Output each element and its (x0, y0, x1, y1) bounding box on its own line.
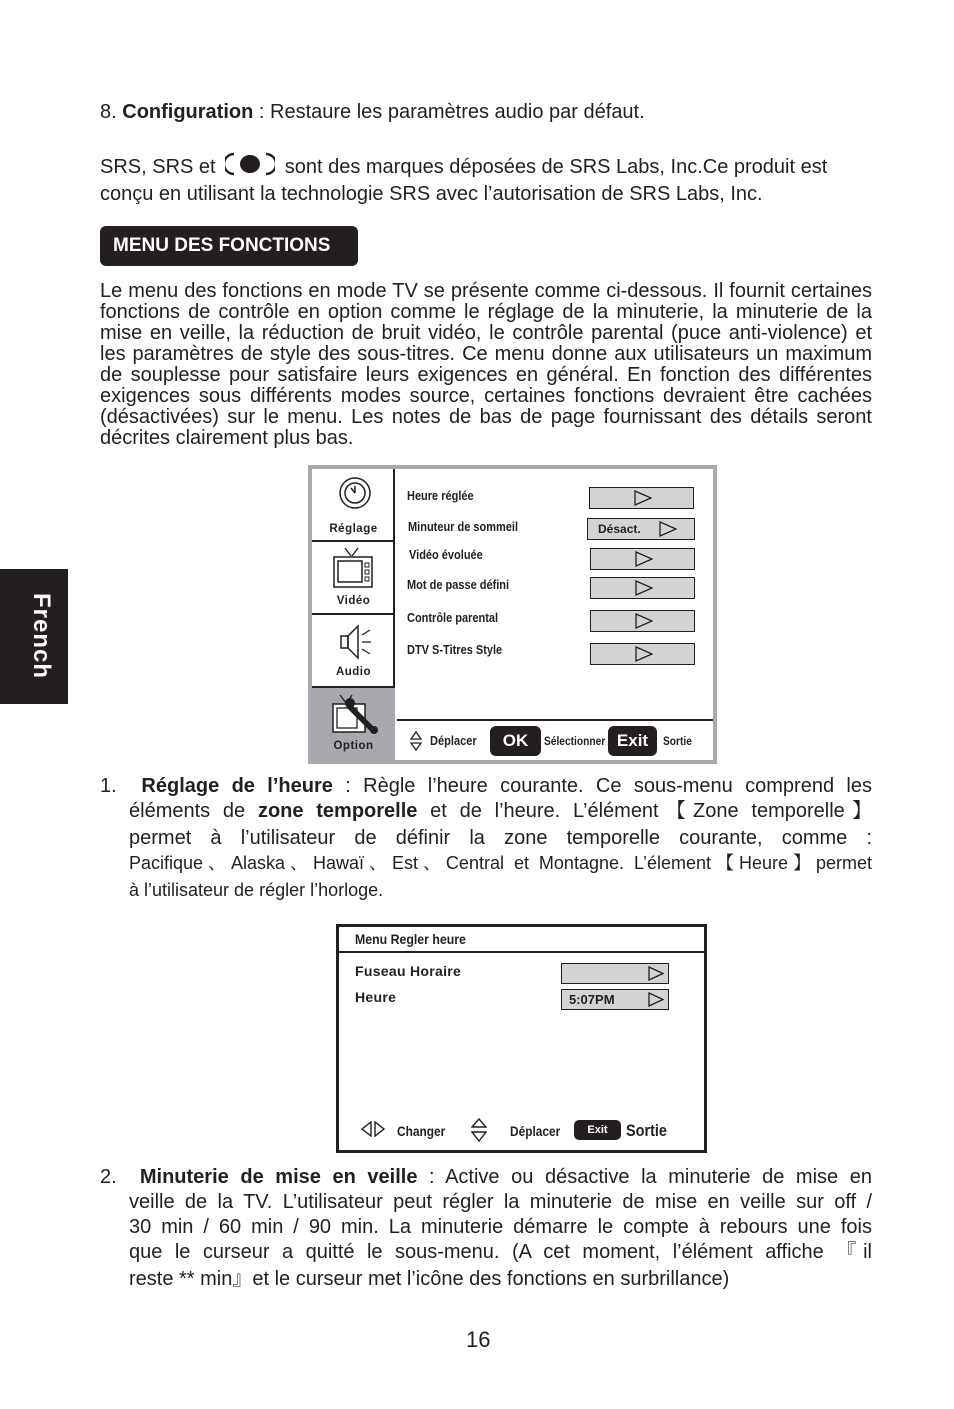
play-arrow-icon (648, 992, 664, 1007)
time-menu-screenshot (336, 924, 707, 1153)
play-arrow-icon (648, 966, 664, 981)
category-reglage[interactable] (312, 469, 395, 542)
category-column (312, 469, 395, 760)
speaker-icon (338, 623, 372, 661)
item-8-text: : Restaure les paramètres audio par défaut. (253, 101, 645, 123)
item-1-text-2c: et de l’heure. L’élément【Zone temporelle】 (417, 800, 872, 822)
footer-move-label: Déplacer (510, 1123, 561, 1139)
category-label-option: Option (333, 740, 374, 752)
item-2-number: 2. (100, 1166, 117, 1188)
footer-exit-label: Sortie (663, 734, 692, 748)
menu-footer (397, 719, 713, 760)
item-2-line-3: 30 min / 60 min / 90 min. La minuterie démarre le compte à rebours une fois (129, 1216, 872, 1238)
item-1-text-2a: éléments de (129, 800, 258, 822)
play-arrow-icon (659, 521, 677, 537)
item-1-line-3: permet à l’utilisateur de définir la zone temporelle courante, comme : (129, 827, 872, 849)
side-tab-label: French (28, 592, 55, 680)
item-8 (100, 99, 645, 126)
menu-item-label: Mot de passe défini (407, 578, 510, 592)
left-right-arrows-icon (361, 1121, 385, 1137)
play-arrow-icon (635, 551, 653, 567)
item-1-line-4: Pacifique、Alaska、Hawaï、Est、Central et Montagne. L’élement【Heure】permet (129, 853, 872, 873)
item-1-line-1 (100, 773, 872, 800)
category-label-video: Vidéo (336, 595, 371, 607)
item-8-number: 8. (100, 101, 117, 123)
category-video[interactable] (312, 542, 395, 615)
menu-item-label: DTV S-Titres Style (407, 643, 503, 657)
category-label-reglage: Réglage (329, 523, 378, 535)
time-menu-item-label: Fuseau Horaire (355, 963, 462, 979)
clock-icon (338, 476, 372, 510)
time-menu-item-label: Heure (355, 989, 397, 1005)
menu-item-value-box[interactable] (589, 487, 694, 509)
footer-change-label: Changer (397, 1123, 446, 1139)
srs-line-1 (100, 152, 827, 181)
time-menu-value-box[interactable] (561, 963, 669, 984)
footer-exit-label: Sortie (626, 1121, 667, 1140)
play-arrow-icon (635, 646, 653, 662)
item-1-title: Réglage de l’heure (141, 775, 333, 797)
category-audio[interactable] (312, 615, 395, 688)
time-menu-title-bar (339, 927, 704, 953)
menu-item-label: Minuteur de sommeil (408, 520, 519, 534)
item-8-title: Configuration (122, 101, 254, 123)
item-1-text-1: : Règle l’heure courante. Ce sous-menu comprend les (332, 775, 872, 797)
item-2-line-5: reste ** min』et le curseur met l’icône des fonctions en surbrillance) (129, 1268, 730, 1290)
tools-tv-icon (330, 693, 380, 737)
category-label-audio: Audio (335, 666, 372, 678)
item-2-line-4: que le curseur a quitté le sous-menu. (A cet moment, l’élément affiche 『il (129, 1241, 872, 1263)
page-number: 16 (466, 1327, 491, 1352)
menu-item-value: Désact. (598, 522, 641, 536)
ok-key[interactable]: OK (490, 726, 541, 756)
play-arrow-icon (634, 490, 652, 506)
menu-item-value-box[interactable] (590, 610, 695, 632)
item-2-line-2: veille de la TV. L’utilisateur peut régler la minuterie de mise en veille sur off / (129, 1191, 872, 1213)
item-2-line-1 (100, 1164, 872, 1191)
time-value: 5:07PM (569, 992, 615, 1007)
play-arrow-icon (635, 613, 653, 629)
item-1-line-5: à l’utilisateur de régler l’horloge. (129, 880, 384, 900)
category-option[interactable] (312, 688, 395, 760)
play-arrow-icon (635, 580, 653, 596)
language-side-tab (0, 569, 68, 704)
footer-move-label: Déplacer (430, 733, 477, 748)
srs-line-1b: sont des marques déposées de SRS Labs, Inc.Ce produit est (284, 156, 828, 178)
srs-logo-icon (225, 152, 275, 174)
menu-item-label: Vidéo évoluée (409, 548, 483, 562)
item-2-text-1: : Active ou désactive la minuterie de mise en (417, 1166, 872, 1188)
item-1-line-2 (129, 798, 872, 825)
item-2-title: Minuterie de mise en veille (139, 1166, 418, 1188)
srs-line-2: conçu en utilisant la technologie SRS avec l’autorisation de SRS Labs, Inc. (100, 183, 763, 205)
item-1-zone-bold: zone temporelle (257, 800, 418, 822)
footer-select-label: Sélectionner (544, 734, 606, 748)
intro-paragraph: Le menu des fonctions en mode TV se présente comme ci-dessous. Il fournit certaines fonctions de contrôle en option comme le réglage de la minuterie, la minuterie de la mise en veille, la réduction de bruit vidéo, le contrôle parental (puce anti-violence) et les paramètres de style des sous-titres. Ce menu donne aux utilisateurs un maximum de souplesse pour satisfaire leurs exigences en général. En fonction des différentes exigences sous différents modes source, certaines fonctions devraient être cachées (désactivées) sur le menu. Les notes de bas de page fournissant des détails seront décrites clairement plus bas. (100, 280, 872, 449)
menu-item-value-box[interactable] (590, 548, 695, 570)
menu-item-label: Contrôle parental (407, 611, 499, 625)
exit-key[interactable]: Exit (608, 726, 657, 756)
up-down-arrows-icon (471, 1118, 487, 1142)
time-menu-value-box[interactable] (561, 989, 669, 1010)
function-menu-screenshot (308, 465, 717, 764)
exit-key[interactable]: Exit (574, 1120, 621, 1140)
tv-icon (332, 546, 374, 590)
menu-item-value-box[interactable] (590, 577, 695, 599)
srs-line-1a: SRS, SRS et (100, 156, 216, 178)
menu-item-label: Heure réglée (407, 489, 474, 503)
menu-item-value-box[interactable] (590, 643, 695, 665)
menu-item-value-box[interactable] (587, 518, 695, 540)
up-down-arrows-icon (410, 731, 422, 751)
section-title-badge: MENU DES FONCTIONS (100, 226, 358, 266)
item-1-number: 1. (100, 775, 117, 797)
time-menu-title: Menu Regler heure (355, 931, 466, 947)
